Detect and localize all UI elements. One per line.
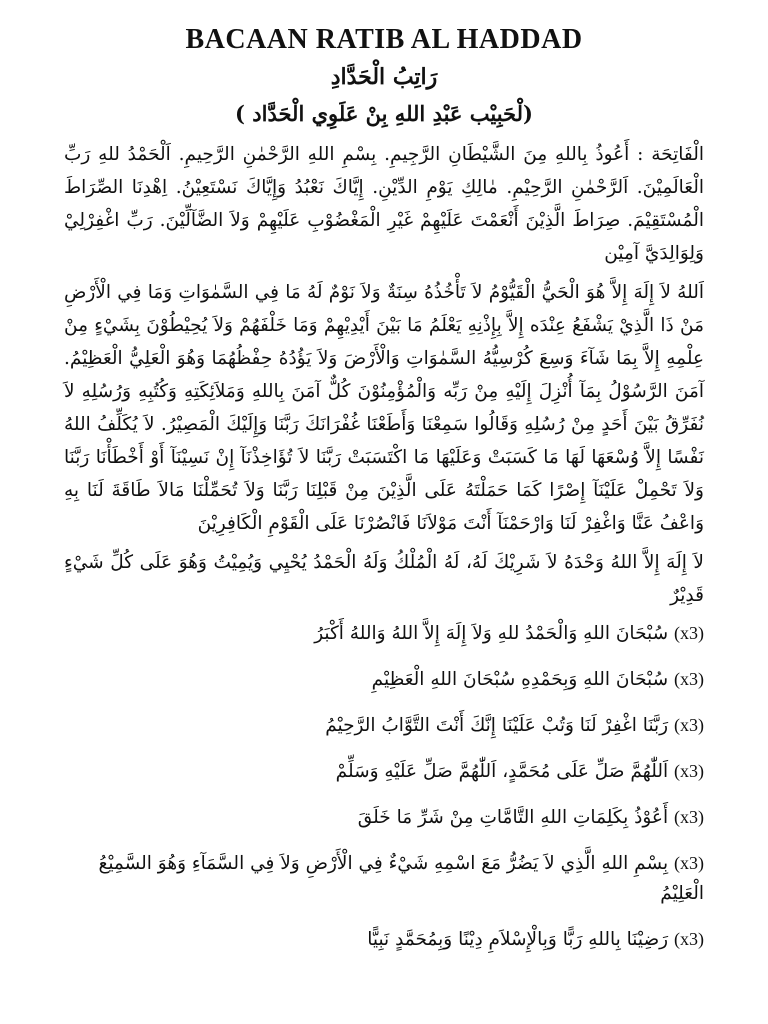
dua-text: رَبَّنَا اغْفِرْ لَنَا وَتُبْ عَلَيْنَا إِنَّكَ أَنْتَ التَّوَّابُ الرَّحِيْمُ [325,715,669,736]
dua-line [64,664,704,695]
dua-text: رَضِيْنَا بِاللهِ رَبًّا وَبِالْإِسْلاَمِ دِيْنًا وَبِمُحَمَّدٍ نَبِيًّا [367,929,669,950]
dua-line [64,618,704,649]
author-line: (لْحَبِيْب عَبْدِ اللهِ بِنْ عَلَوِي الْحَدَّاد ) [235,101,533,126]
repeat-count: (x3) [674,853,704,873]
repeat-count: (x3) [674,929,704,949]
dua-text: سُبْحَانَ اللهِ وَالْحَمْدُ للهِ وَلاَ إِلَهَ إِلاَّ اللهُ وَاللهُ أَكْبَرُ [314,623,669,644]
paragraph-fatihah: الْفَاتِحَة : أَعُوذُ بِاللهِ مِنَ الشَّيْطَانِ الرَّجِيمِ. بِسْمِ اللهِ الرَّحْمٰنِ الرَّحِيمِ. اَلْحَمْدُ للهِ رَبِّ الْعَالَمِيْنَ. اَلرَّحْمٰنِ الرَّحِيْمِ. مٰالِكِ يَوْمِ الدِّيْنِ. إِيَّاكَ نَعْبُدُ وَإِيَّاكَ نَسْتَعِيْنُ. اِهْدِنَا الصِّرَاطَ الْمُسْتَقِيْمَ. صِرَاطَ الَّذِيْنَ أَنْعَمْتَ عَلَيْهِمْ غَيْرِ الْمَغْضُوْبِ عَلَيْهِمْ وَلاَ الضَّآلِّيْنَ. رَبِّ اغْفِرْلِيْ وَلِوَالِدَيَّ آمِيْن [64,144,704,264]
dua-line [64,802,704,833]
repeat-count: (x3) [674,715,704,735]
dua-text: اَللّٰهُمَّ صَلِّ عَلَى مُحَمَّدٍ، اَللّٰهُمَّ صَلِّ عَلَيْهِ وَسَلِّمْ [335,761,669,782]
repeat-count: (x3) [674,761,704,781]
repeat-count: (x3) [674,669,704,689]
document-subtitle: رَاتِبُ الْحَدَّادِ [330,64,438,90]
dua-line [64,848,704,909]
repeat-count: (x3) [674,807,704,827]
dua-text: بِسْمِ اللهِ الَّذِي لاَ يَضُرُّ مَعَ اسْمِهِ شَيْءٌ فِي الْأَرْضِ وَلاَ فِي السَّمَآءِ وَهُوَ السَّمِيْعُ الْعَلِيْمُ [98,853,704,904]
paragraph-tahlil: لاَ إِلَهَ إِلاَّ اللهُ وَحْدَهُ لاَ شَرِيْكَ لَهُ، لَهُ الْمُلْكُ وَلَهُ الْحَمْدُ يُحْيِي وَيُمِيْتُ وَهُوَ عَلَى كُلِّ شَيْءٍ قَدِيْرٌ [64,552,704,606]
dua-line [64,756,704,787]
repeat-count: (x3) [674,623,704,643]
dua-text: أَعُوْذُ بِكَلِمَاتِ اللهِ التَّامَّاتِ مِنْ شَرِّ مَا خَلَقَ [357,807,669,828]
dua-text: سُبْحَانَ اللهِ وَبِحَمْدِهِ سُبْحَانَ اللهِ الْعَظِيْمِ [371,669,669,690]
document-title: BACAAN RATIB AL HADDAD [185,24,583,55]
dua-line [64,710,704,741]
paragraph-ayat-kursi: اَللهُ لاَ إِلَهَ إِلاَّ هُوَ الْحَيُّ الْقَيُّوْمُ لاَ تَأْخُذُهُ سِنَةٌ وَلاَ نَوْمٌ لَهُ مَا فِي السَّمٰوَاتِ وَمَا فِي الْأَرْضِ مَنْ ذَا الَّذِيْ يَشْفَعُ عِنْدَه إِلاَّ بِإِذْنِهِ يَعْلَمُ مَا بَيْنَ أَيْدِيْهِمْ وَمَا خَلْفَهُمْ وَلاَ يُحِيْطُوْنَ بِشَيْءٍ مِنْ عِلْمِهِ إِلاَّ بِمَا شَآءَ وَسِعَ كُرْسِيُّهُ السَّمٰوَاتِ وَالْأَرْضَ وَلاَ يَؤُدُهُ حِفْظُهُمَا وَهُوَ الْعَلِيُّ الْعَظِيْمُ. آمَنَ الرَّسُوْلُ بِمَآ أُنْزِلَ إِلَيْهِ مِنْ رَبِّه وَالْمُؤْمِنُوْنَ كُلٌّ آمَنَ بِاللهِ وَمَلاَئِكَتِهِ وَكُتُبِهِ وَرُسُلِهِ لاَ نُفَرِّقُ بَيْنَ أَحَدٍ مِنْ رُسُلِهِ وَقَالُوا سَمِعْنَا وَأَطَعْنَا غُفْرَانَكَ رَبَّنَا وَإِلَيْكَ الْمَصِيْرُ. لاَ يُكَلِّفُ اللهُ نَفْسًا إِلاَّ وُسْعَهَا لَهَا مَا كَسَبَتْ وَعَلَيْهَا مَا اكْتَسَبَتْ رَبَّنَا لاَ تُؤَاخِذْنَآ إِنْ نَسِيْنَآ أَوْ أَخْطَأْنَا رَبَّنَا وَلاَ تَحْمِلْ عَلَيْنَآ إِصْرًا كَمَا حَمَلْتَهُ عَلَى الَّذِيْنَ مِنْ قَبْلِنَا رَبَّنَا وَلاَ تُحَمِّلْنَا مَالاَ طَاقَةَ لَنَا بِهِ وَاعْفُ عَنَّا وَاغْفِرْ لَنَا وَارْحَمْنَآ أَنْتَ مَوْلاَنَا فَانْصُرْنَا عَلَى الْقَوْمِ الْكَافِرِيْنَ [64,282,704,534]
dua-line [64,924,704,955]
